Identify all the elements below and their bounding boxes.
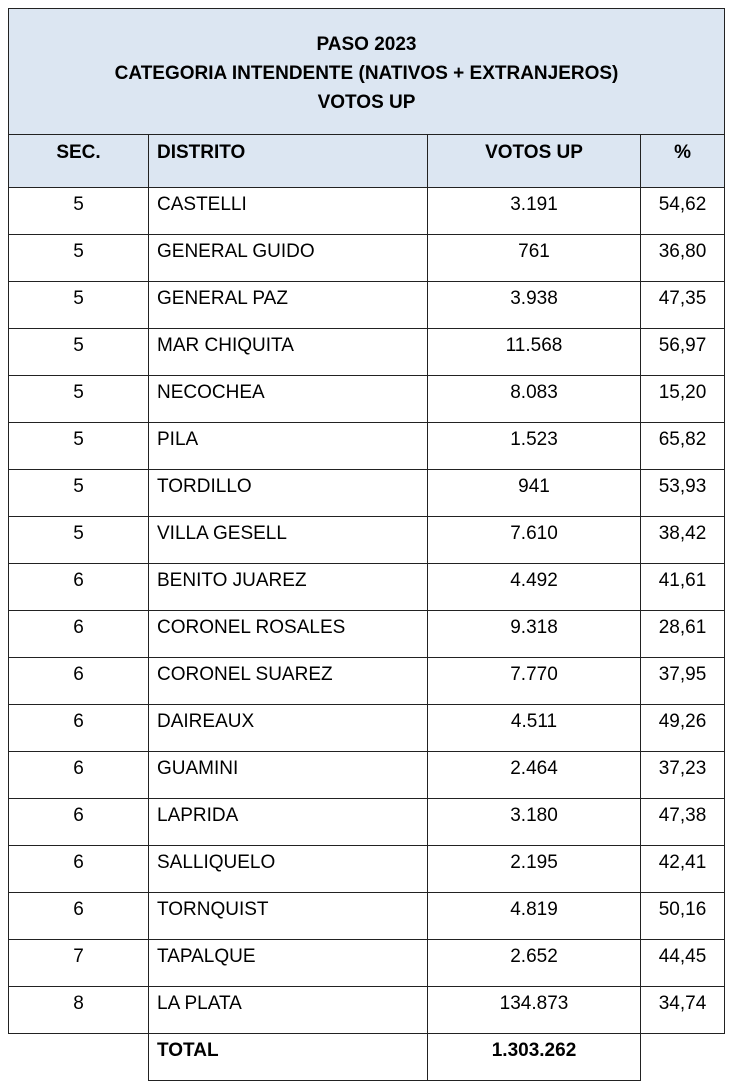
cell-pct: 15,20 — [641, 376, 725, 423]
total-label: TOTAL — [149, 1034, 428, 1081]
cell-votos: 2.464 — [428, 752, 641, 799]
cell-pct: 47,35 — [641, 282, 725, 329]
cell-sec: 6 — [9, 705, 149, 752]
table-row — [9, 235, 725, 282]
cell-distrito: PILA — [149, 423, 428, 470]
cell-sec: 6 — [9, 893, 149, 940]
cell-sec: 5 — [9, 282, 149, 329]
table-row — [9, 282, 725, 329]
cell-distrito: GENERAL GUIDO — [149, 235, 428, 282]
cell-votos: 2.652 — [428, 940, 641, 987]
cell-sec: 5 — [9, 188, 149, 235]
table-row — [9, 940, 725, 987]
table-title — [9, 9, 725, 135]
table-row — [9, 611, 725, 658]
cell-sec: 6 — [9, 799, 149, 846]
cell-pct: 42,41 — [641, 846, 725, 893]
cell-pct: 53,93 — [641, 470, 725, 517]
cell-votos: 134.873 — [428, 987, 641, 1034]
cell-distrito: GENERAL PAZ — [149, 282, 428, 329]
cell-pct: 37,23 — [641, 752, 725, 799]
cell-votos: 11.568 — [428, 329, 641, 376]
cell-votos: 4.511 — [428, 705, 641, 752]
cell-votos: 4.819 — [428, 893, 641, 940]
header-votos: VOTOS UP — [428, 135, 641, 188]
cell-pct: 41,61 — [641, 564, 725, 611]
cell-distrito: NECOCHEA — [149, 376, 428, 423]
cell-pct: 56,97 — [641, 329, 725, 376]
cell-sec: 6 — [9, 611, 149, 658]
table-row — [9, 564, 725, 611]
cell-pct: 65,82 — [641, 423, 725, 470]
cell-pct: 49,26 — [641, 705, 725, 752]
total-blank — [9, 1034, 149, 1081]
cell-distrito: TAPALQUE — [149, 940, 428, 987]
header-sec: SEC. — [9, 135, 149, 188]
cell-votos: 3.938 — [428, 282, 641, 329]
cell-sec: 6 — [9, 564, 149, 611]
header-distrito: DISTRITO — [149, 135, 428, 188]
cell-pct: 34,74 — [641, 987, 725, 1034]
cell-distrito: CORONEL SUAREZ — [149, 658, 428, 705]
cell-pct: 28,61 — [641, 611, 725, 658]
table-row — [9, 846, 725, 893]
table-row — [9, 705, 725, 752]
cell-votos: 7.610 — [428, 517, 641, 564]
table-row — [9, 470, 725, 517]
table-row — [9, 423, 725, 470]
cell-pct: 36,80 — [641, 235, 725, 282]
cell-distrito: BENITO JUAREZ — [149, 564, 428, 611]
cell-votos: 2.195 — [428, 846, 641, 893]
cell-sec: 5 — [9, 423, 149, 470]
total-blank-pct — [641, 1034, 725, 1081]
cell-distrito: GUAMINI — [149, 752, 428, 799]
cell-votos: 941 — [428, 470, 641, 517]
cell-distrito: TORDILLO — [149, 470, 428, 517]
cell-pct: 44,45 — [641, 940, 725, 987]
cell-votos: 3.191 — [428, 188, 641, 235]
cell-sec: 7 — [9, 940, 149, 987]
cell-distrito: CASTELLI — [149, 188, 428, 235]
cell-votos: 761 — [428, 235, 641, 282]
cell-distrito: SALLIQUELO — [149, 846, 428, 893]
cell-votos: 4.492 — [428, 564, 641, 611]
table-row — [9, 329, 725, 376]
total-row — [9, 1034, 725, 1081]
cell-votos: 1.523 — [428, 423, 641, 470]
cell-votos: 8.083 — [428, 376, 641, 423]
cell-pct: 54,62 — [641, 188, 725, 235]
cell-pct: 47,38 — [641, 799, 725, 846]
cell-votos: 9.318 — [428, 611, 641, 658]
header-row — [9, 135, 725, 188]
table-row — [9, 376, 725, 423]
title-line-1: PASO 2023 — [316, 34, 417, 55]
cell-votos: 7.770 — [428, 658, 641, 705]
cell-sec: 5 — [9, 329, 149, 376]
table-row — [9, 658, 725, 705]
cell-distrito: DAIREAUX — [149, 705, 428, 752]
table-row — [9, 752, 725, 799]
table-row — [9, 188, 725, 235]
cell-sec: 8 — [9, 987, 149, 1034]
table-row — [9, 517, 725, 564]
cell-sec: 6 — [9, 846, 149, 893]
cell-distrito: TORNQUIST — [149, 893, 428, 940]
cell-sec: 5 — [9, 235, 149, 282]
table-row — [9, 799, 725, 846]
title-line-2: CATEGORIA INTENDENTE (NATIVOS + EXTRANJEROS) — [114, 63, 619, 84]
cell-pct: 38,42 — [641, 517, 725, 564]
header-pct: % — [641, 135, 725, 188]
table-row — [9, 987, 725, 1034]
cell-distrito: MAR CHIQUITA — [149, 329, 428, 376]
table-row — [9, 893, 725, 940]
cell-distrito: LA PLATA — [149, 987, 428, 1034]
cell-distrito: LAPRIDA — [149, 799, 428, 846]
cell-sec: 6 — [9, 752, 149, 799]
cell-distrito: VILLA GESELL — [149, 517, 428, 564]
cell-sec: 5 — [9, 517, 149, 564]
cell-distrito: CORONEL ROSALES — [149, 611, 428, 658]
cell-pct: 37,95 — [641, 658, 725, 705]
total-votos: 1.303.262 — [428, 1034, 641, 1081]
cell-sec: 5 — [9, 470, 149, 517]
cell-votos: 3.180 — [428, 799, 641, 846]
cell-sec: 5 — [9, 376, 149, 423]
votes-table — [8, 8, 725, 1081]
cell-sec: 6 — [9, 658, 149, 705]
title-line-3: VOTOS UP — [317, 92, 416, 113]
cell-pct: 50,16 — [641, 893, 725, 940]
